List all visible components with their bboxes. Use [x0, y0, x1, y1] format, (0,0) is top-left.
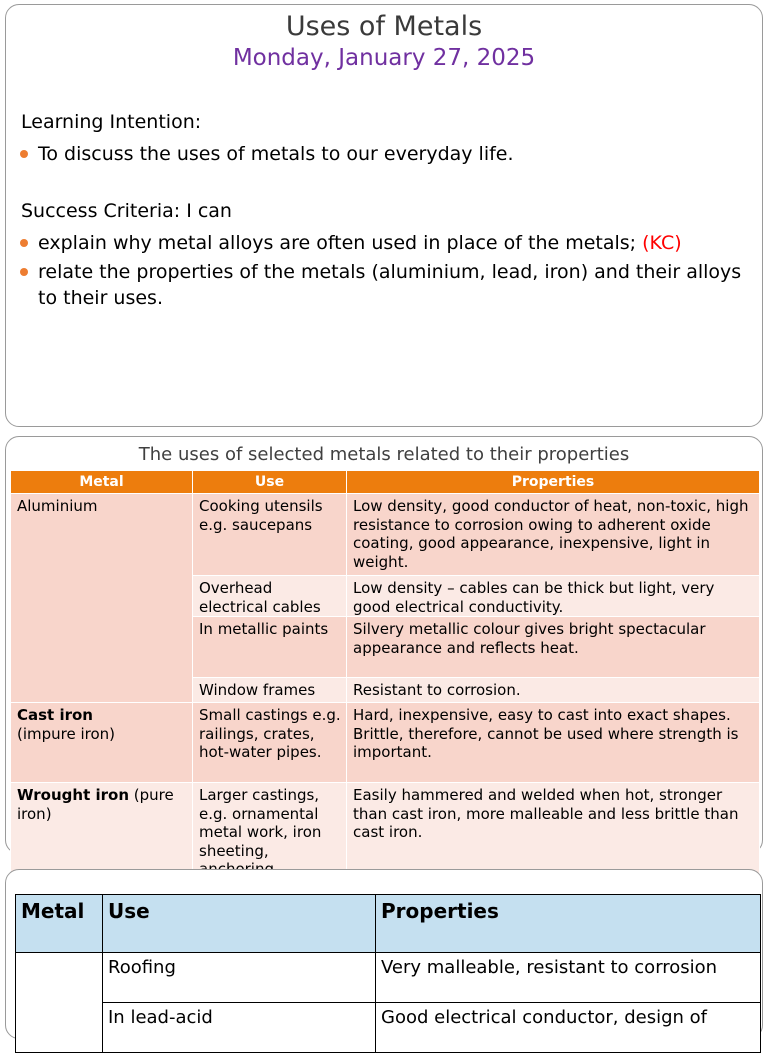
use-cell: Cooking utensils e.g. saucepans — [193, 494, 347, 576]
success-criteria-bullet-2: relate the properties of the metals (aluminium, lead, iron) and their alloys to their uses. — [20, 259, 760, 311]
use-cell: In metallic paints — [193, 617, 347, 678]
metal-cell: Aluminium — [11, 494, 193, 703]
success-criteria-heading: Success Criteria: I can — [21, 200, 232, 222]
table-row — [11, 783, 760, 880]
header-properties: Properties — [347, 471, 760, 494]
table-title: The uses of selected metals related to their properties — [138, 444, 630, 465]
properties-cell: Resistant to corrosion. — [347, 678, 760, 703]
use-cell: Window frames — [193, 678, 347, 703]
kc-tag: (KC) — [642, 232, 682, 254]
properties-cell: Low density, good conductor of heat, non-toxic, high resistance to corrosion owing to adherent oxide coating, good appearance, inexpensive, light in weight. — [347, 494, 760, 576]
metal-cell — [16, 953, 103, 1053]
slide-title: Uses of Metals — [285, 11, 483, 42]
slide-learning-intention — [5, 4, 763, 427]
success-criteria-bullet-1: explain why metal alloys are often used in place of the metals; (KC) — [20, 230, 760, 256]
properties-cell: Low density – cables can be thick but light, very good electrical conductivity. — [347, 576, 760, 617]
table-row — [16, 1003, 761, 1053]
bullet-icon — [20, 239, 28, 247]
table-header-row — [16, 895, 761, 953]
table-row — [11, 703, 760, 783]
header-properties: Properties — [376, 895, 761, 953]
header-metal: Metal — [11, 471, 193, 494]
slide-date: Monday, January 27, 2025 — [232, 45, 536, 71]
header-use: Use — [103, 895, 376, 953]
table-row — [16, 953, 761, 1003]
use-cell: Larger castings, e.g. ornamental metal work, iron sheeting, — [193, 783, 347, 880]
lead-uses-table — [15, 894, 761, 1053]
use-cell: In lead-acid — [103, 1003, 376, 1053]
bullet-icon — [20, 268, 28, 276]
use-cell: Roofing — [103, 953, 376, 1003]
metal-cell: Wrought iron (pure iron) — [11, 783, 193, 880]
slide-metal-uses-table — [5, 436, 763, 860]
learning-intention-bullet: To discuss the uses of metals to our everyday life. — [20, 141, 740, 167]
header-use: Use — [193, 471, 347, 494]
metal-uses-table — [10, 470, 760, 880]
bullet-icon — [20, 150, 28, 158]
table-header-row — [11, 471, 760, 494]
learning-intention-heading: Learning Intention: — [21, 111, 202, 133]
header-metal: Metal — [16, 895, 103, 953]
metal-cell: Cast iron (impure iron) — [11, 703, 193, 783]
use-cell: Overhead electrical cables — [193, 576, 347, 617]
slide-lead-table — [5, 869, 763, 1039]
use-cell: Small castings e.g. railings, crates, hot-water pipes. — [193, 703, 347, 783]
properties-cell: Silvery metallic colour gives bright spectacular appearance and reflects heat. — [347, 617, 760, 678]
properties-cell: Very malleable, resistant to corrosion — [376, 953, 761, 1003]
table-row — [11, 494, 760, 576]
properties-cell: Easily hammered and welded when hot, stronger than cast iron, more malleable and less brittle than cast iron. — [347, 783, 760, 880]
properties-cell: Hard, inexpensive, easy to cast into exact shapes. Brittle, therefore, cannot be used where strength is important. — [347, 703, 760, 783]
properties-cell: Good electrical conductor, design of — [376, 1003, 761, 1053]
